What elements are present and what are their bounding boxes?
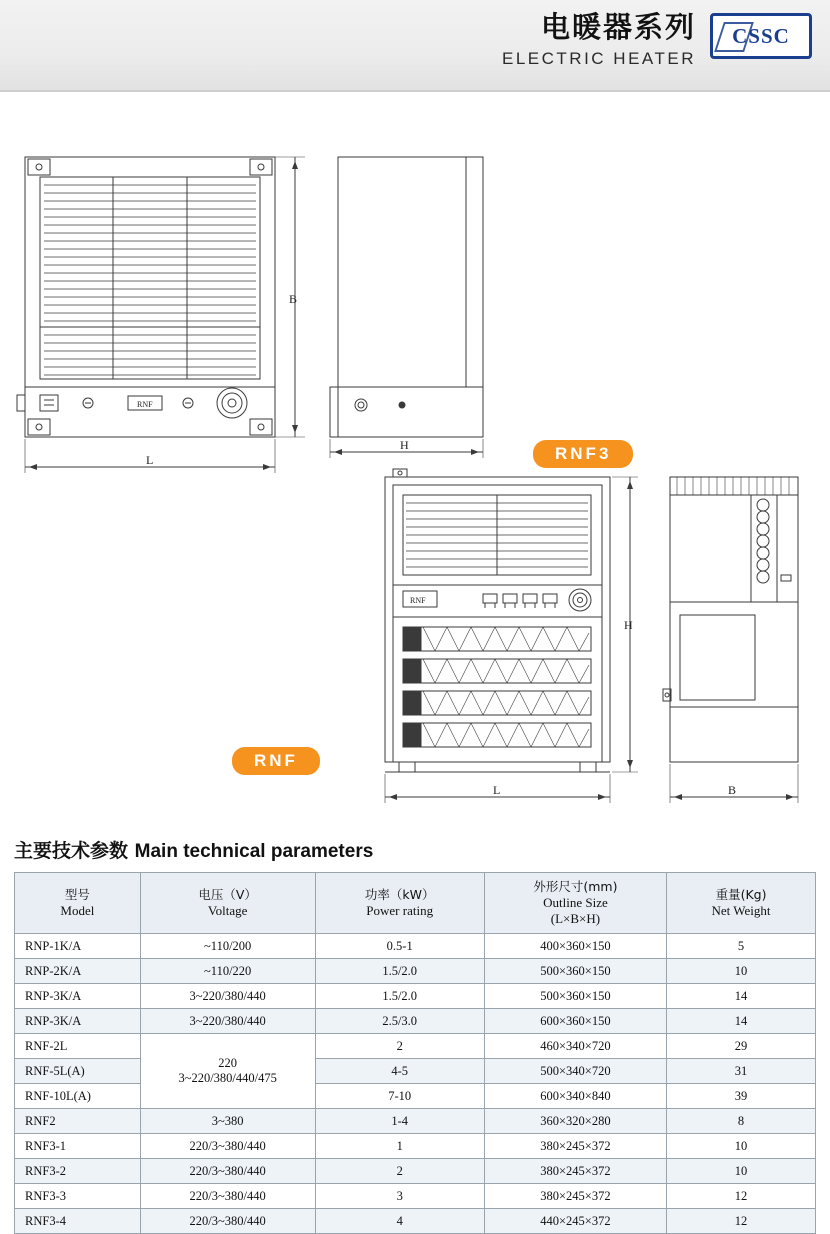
table-row: RNF-5L(A) 4-5 500×340×720 31: [15, 1059, 816, 1084]
cssc-logo-text: CSSC: [732, 23, 790, 48]
th-voltage: 电压（V） Voltage: [140, 873, 315, 934]
header-brand-block: [502, 10, 812, 70]
table-row: RNF3-2 220/3~380/440 2 380×245×372 10: [15, 1159, 816, 1184]
table-row: RNF-2L 220 3~220/380/440/475 2 460×340×720 29: [15, 1034, 816, 1059]
dim-label-h-bottom: H: [624, 618, 633, 632]
header-title-block: [502, 10, 710, 70]
dim-label-l-bottom: L: [493, 783, 501, 797]
table-row: RNP-1K/A ~110/200 0.5-1 400×360×150 5: [15, 934, 816, 959]
cssc-logo: [710, 13, 812, 59]
rnf-front-view-drawing: [375, 457, 645, 817]
table-row: RNF-10L(A) 7-10 600×340×840 39: [15, 1084, 816, 1109]
table-row: RNF3-4 220/3~380/440 4 440×245×372 12: [15, 1209, 816, 1234]
th-power: 功率（kW） Power rating: [315, 873, 484, 934]
params-title-en: Main technical parameters: [134, 841, 374, 862]
table-row: RNP-2K/A ~110/220 1.5/2.0 500×360×150 10: [15, 959, 816, 984]
table-row: RNF3-1 220/3~380/440 1 380×245×372 10: [15, 1134, 816, 1159]
table-row: RNP-3K/A 3~220/380/440 2.5/3.0 600×360×150 14: [15, 1009, 816, 1034]
page-header: [0, 0, 830, 92]
th-size: 外形尺寸(mm) Outline Size (L×B×H): [484, 873, 666, 934]
table-header-row: [15, 873, 816, 934]
table-row: RNF2 3~380 1-4 360×320×280 8: [15, 1109, 816, 1134]
params-title-cn: 主要技术参数: [14, 840, 129, 862]
label-rnf: RNF: [232, 747, 320, 775]
header-title-cn: 电暖器系列: [540, 10, 696, 44]
merged-voltage-cell: 220 3~220/380/440/475: [140, 1034, 315, 1109]
dim-label-h-top: H: [400, 438, 409, 452]
rnf3-front-view-drawing: [10, 147, 330, 477]
dim-label-b-top: B: [289, 292, 298, 306]
header-title-en: ELECTRIC HEATER: [502, 49, 696, 68]
th-weight: 重量(Kg) Net Weight: [667, 873, 816, 934]
table-row: RNF3-3 220/3~380/440 3 380×245×372 12: [15, 1184, 816, 1209]
technical-parameters-table: [14, 872, 816, 1234]
panel-tag-bottom: RNF: [410, 596, 426, 605]
dim-label-l-top: L: [146, 453, 154, 467]
panel-tag-top: RNF: [137, 400, 153, 409]
th-model: 型号 Model: [15, 873, 141, 934]
rnf-side-view-drawing: [655, 457, 815, 817]
dim-label-b-bottom: B: [728, 783, 737, 797]
technical-drawings: [0, 92, 830, 832]
table-row: RNP-3K/A 3~220/380/440 1.5/2.0 500×360×150 14: [15, 984, 816, 1009]
rnf3-side-view-drawing: [316, 147, 546, 477]
params-section-title: [14, 836, 373, 863]
label-rnf3: RNF3: [533, 440, 633, 468]
